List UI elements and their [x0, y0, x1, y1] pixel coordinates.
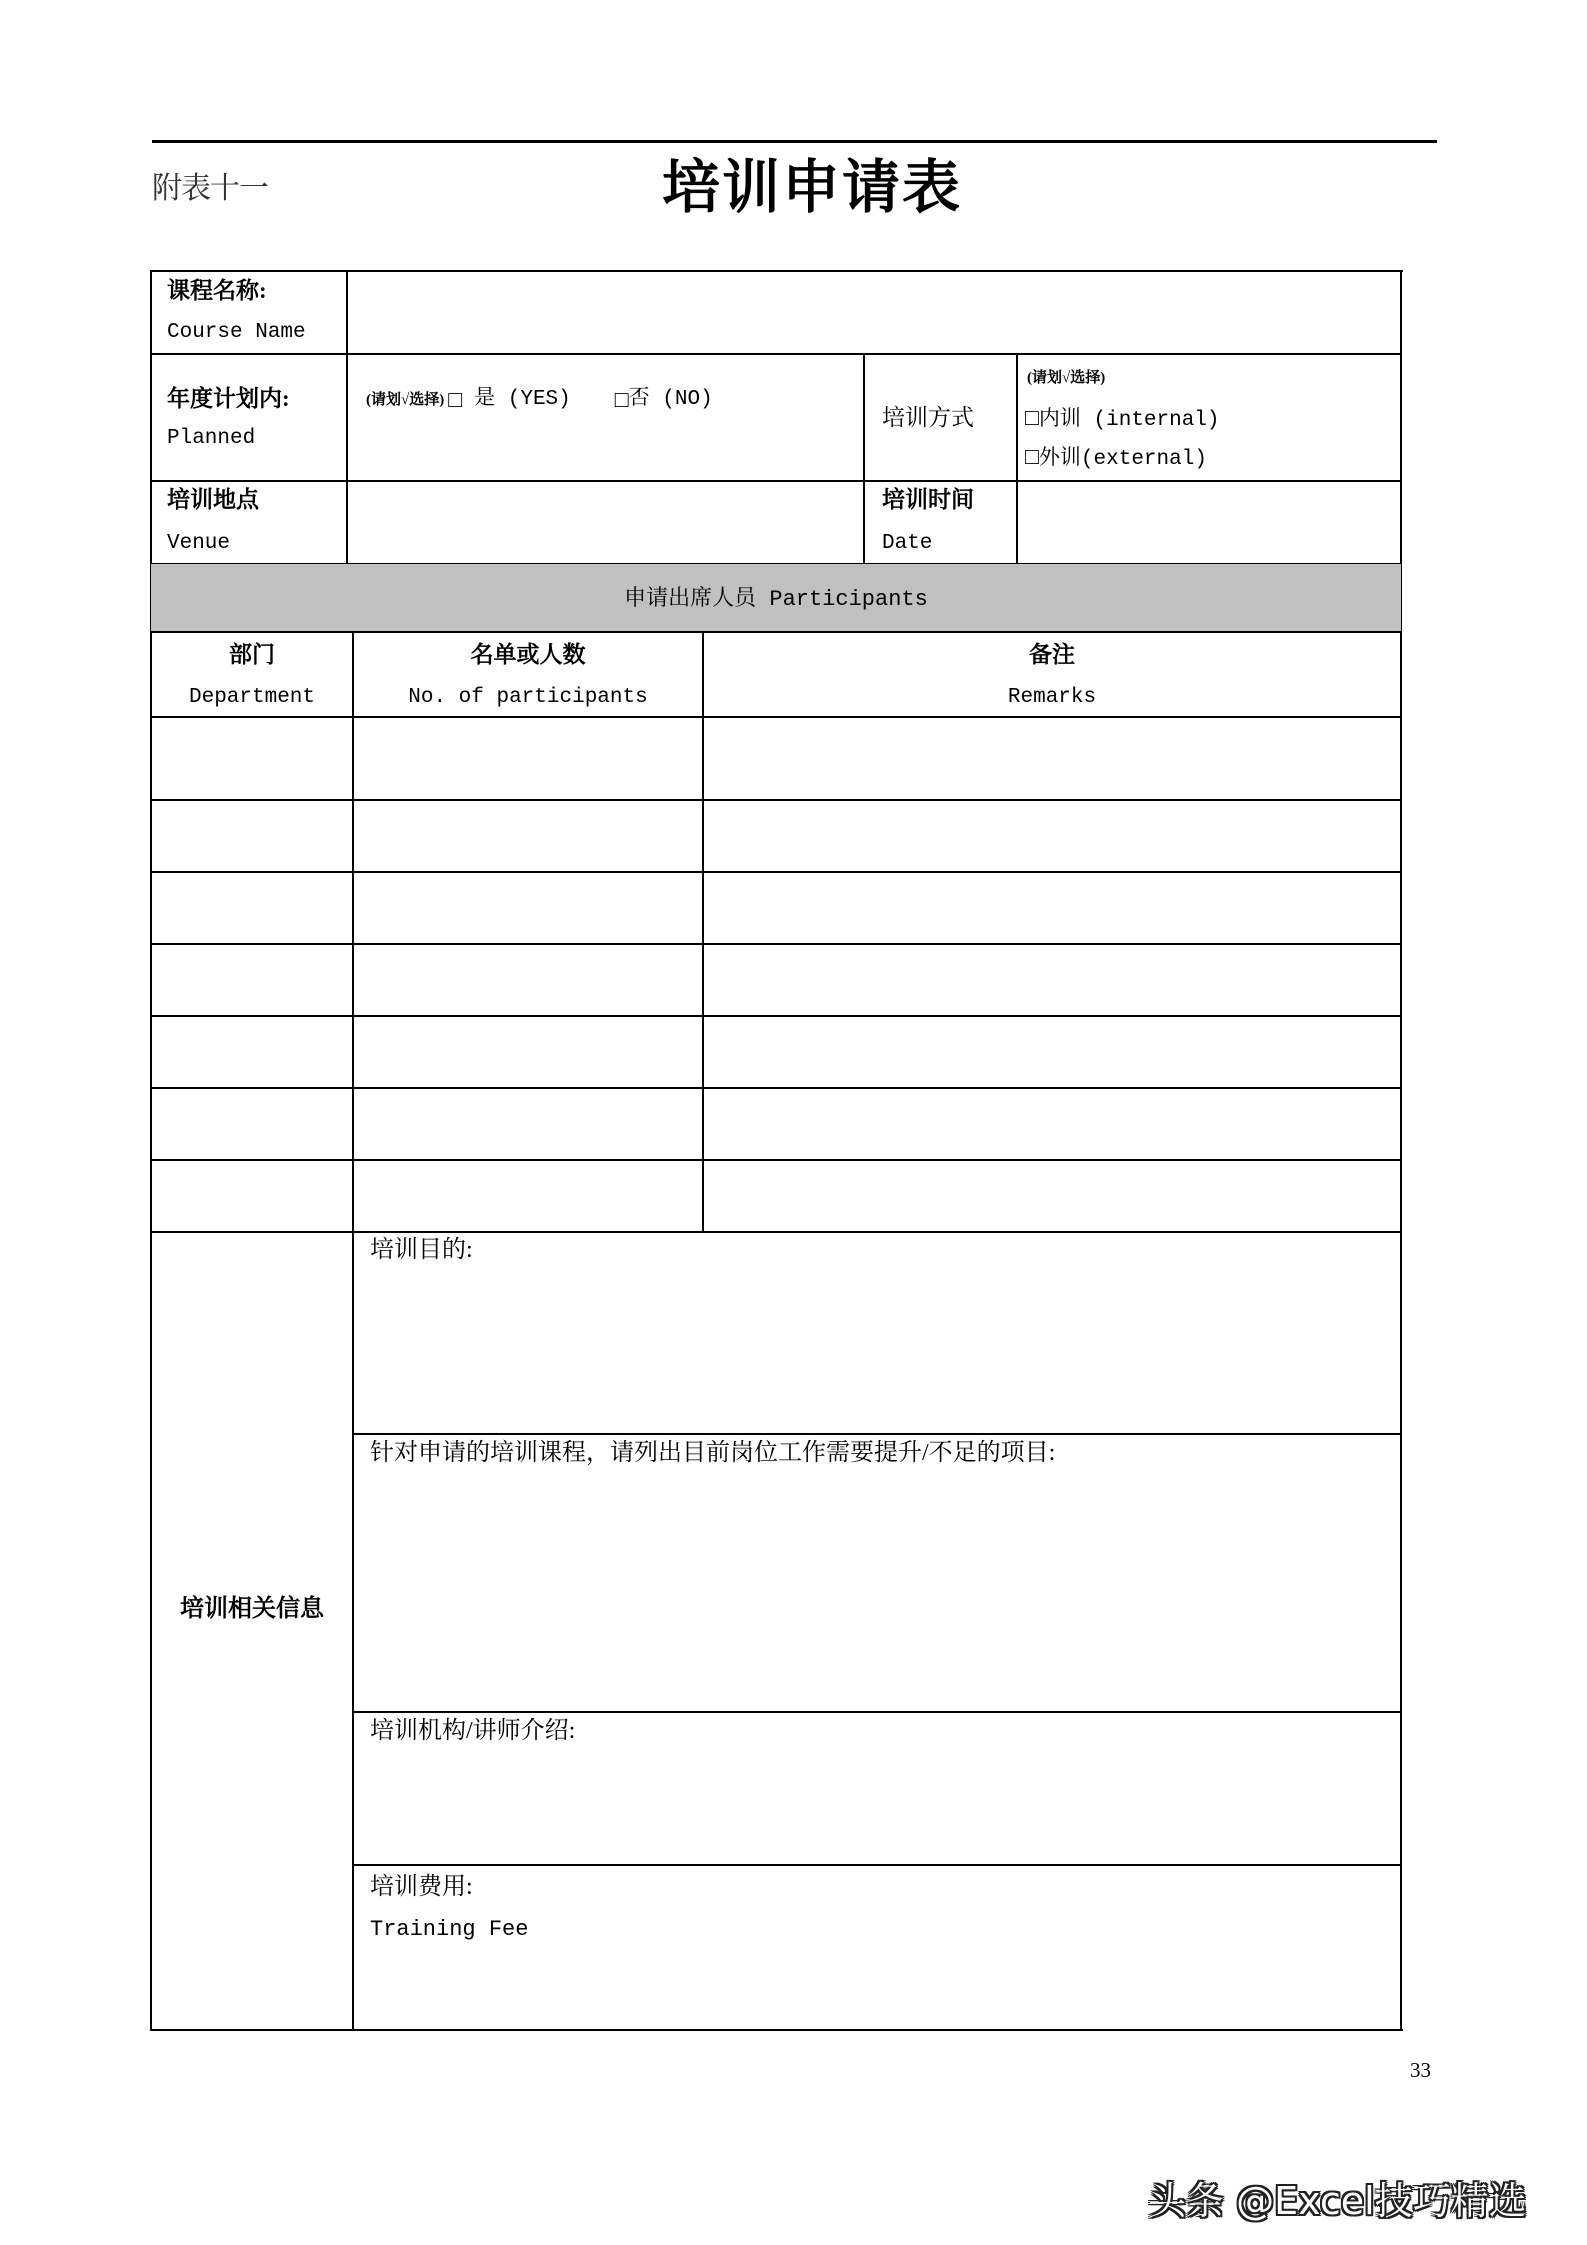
col-header-remarks-cn: 备注 [1029, 642, 1075, 667]
row-divider [151, 353, 1401, 355]
table-row-3-participants[interactable] [355, 873, 702, 943]
table-row-4-participants[interactable] [355, 945, 702, 1015]
venue-label-cn: 培训地点 [167, 487, 259, 512]
table-row-2-department[interactable] [153, 801, 352, 871]
table-row-7-department[interactable] [153, 1161, 352, 1231]
planned-hint: (请划√选择) [366, 392, 445, 408]
table-row-4-remarks[interactable] [705, 945, 1400, 1015]
date-field[interactable] [1018, 482, 1400, 563]
training-method-option-internal [1025, 404, 1220, 435]
planned-no-label: 否 (NO) [628, 388, 713, 411]
page-number: 33 [1410, 2058, 1431, 2082]
date-label-en: Date [882, 532, 933, 555]
table-row-6-participants[interactable] [355, 1089, 702, 1159]
table-row-5-department[interactable] [153, 1017, 352, 1087]
table-row-7-remarks[interactable] [705, 1161, 1400, 1231]
table-row-2-remarks[interactable] [705, 801, 1400, 871]
training-fee-label-en: Training Fee [370, 1917, 529, 1942]
training-fee-field[interactable] [354, 1866, 1400, 2029]
page-title: 培训申请表 [661, 155, 962, 220]
table-row-7-participants[interactable] [355, 1161, 702, 1231]
table-row-3-remarks[interactable] [705, 873, 1400, 943]
table-row-5-remarks[interactable] [705, 1017, 1400, 1087]
col-divider [702, 632, 704, 1232]
planned-yes-checkbox[interactable]: □ [448, 387, 463, 412]
watermark: 头条 @Excel技巧精选 [1148, 2179, 1527, 2223]
course-name-label-cn: 课程名称: [167, 278, 267, 303]
external-label: 外训(external) [1038, 448, 1207, 471]
venue-label-en: Venue [167, 532, 231, 555]
col-header-participants-cn: 名单或人数 [470, 642, 586, 667]
table-row-6-department[interactable] [153, 1089, 352, 1159]
table-row-6-remarks[interactable] [705, 1089, 1400, 1159]
table-border-bottom [151, 2029, 1403, 2031]
table-row-5-participants[interactable] [355, 1017, 702, 1087]
planned-no-checkbox[interactable]: □ [614, 387, 629, 412]
internal-checkbox[interactable]: □ [1025, 405, 1039, 430]
table-row-1-participants[interactable] [355, 718, 702, 799]
appendix-label: 附表十一 [152, 172, 268, 205]
planned-label-en: Planned [167, 427, 256, 450]
planned-label-cn: 年度计划内: [167, 386, 290, 411]
col-header-remarks-en: Remarks [1007, 686, 1097, 709]
training-info-section-label: 培训相关信息 [180, 1596, 324, 1622]
course-name-label-en: Course Name [167, 321, 306, 344]
course-name-field[interactable] [348, 272, 1400, 353]
training-method-label: 培训方式 [882, 405, 974, 430]
date-label-cn: 培训时间 [882, 487, 974, 512]
trainer-intro-field[interactable] [354, 1713, 1400, 1864]
improvement-items-field[interactable] [354, 1435, 1400, 1711]
row-divider [151, 631, 1401, 633]
table-row-1-remarks[interactable] [705, 718, 1400, 799]
col-header-department-cn: 部门 [229, 642, 275, 667]
external-checkbox[interactable]: □ [1025, 444, 1039, 469]
table-row-1-department[interactable] [153, 718, 352, 799]
planned-options [366, 386, 713, 414]
table-row-2-participants[interactable] [355, 801, 702, 871]
participants-section-title: 申请出席人员 Participants [624, 587, 928, 612]
venue-field[interactable] [348, 482, 863, 563]
planned-yes-label: 是 (YES) [474, 388, 571, 411]
table-row-4-department[interactable] [153, 945, 352, 1015]
col-divider [352, 632, 354, 1232]
training-method-option-external [1025, 443, 1207, 474]
col-divider [863, 353, 865, 564]
table-border-right [1400, 270, 1402, 2031]
training-method-hint: (请划√选择) [1027, 370, 1106, 386]
improvement-items-label: 针对申请的培训课程，请列出目前岗位工作需要提升/不足的项目: [370, 1440, 1056, 1466]
training-purpose-field[interactable] [354, 1233, 1400, 1433]
training-purpose-label: 培训目的: [370, 1237, 473, 1263]
training-fee-label: 培训费用: [370, 1874, 473, 1900]
internal-label: 内训 (internal) [1038, 409, 1220, 432]
table-border-left [150, 270, 152, 2031]
trainer-intro-label: 培训机构/讲师介绍: [370, 1718, 576, 1744]
table-row-3-department[interactable] [153, 873, 352, 943]
col-header-participants-en: No. of participants [408, 686, 648, 709]
col-header-department-en: Department [188, 686, 316, 709]
